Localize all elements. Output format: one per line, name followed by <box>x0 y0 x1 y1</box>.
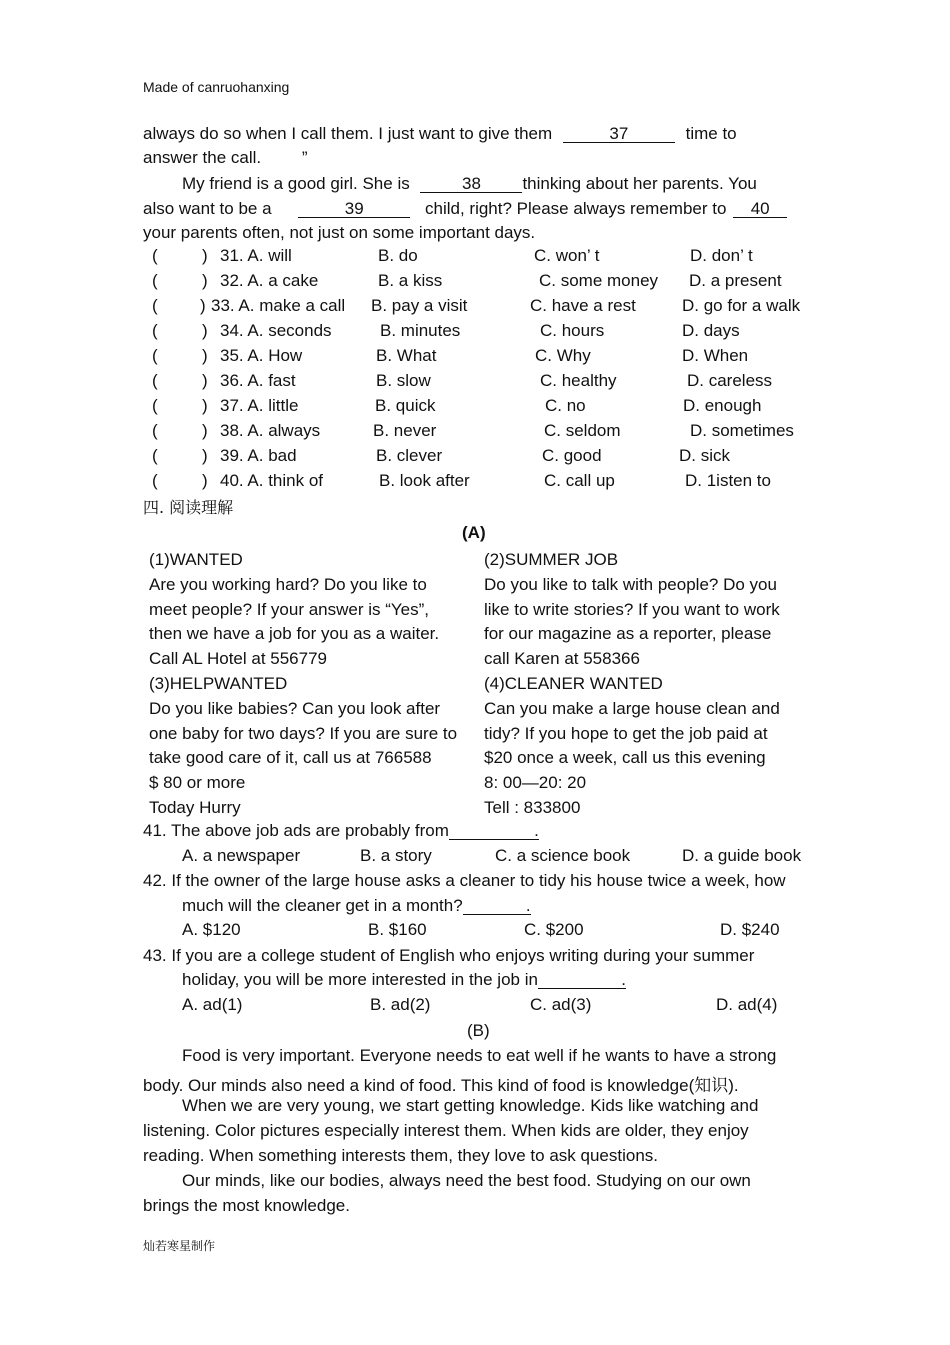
choice-row: ( ) 31. A. will B. do C. won’ t D. don’ t <box>152 246 753 265</box>
q43-option-a: A. ad(1) <box>182 995 243 1014</box>
cloze-line-2: answer the call. ” <box>143 148 308 167</box>
ad-2: (2)SUMMER JOB Do you like to talk with people? Do you like to write stories? If you want to work for our magazine as a reporter, please call Karen at 558366 <box>484 550 780 669</box>
q42-option-c: C. $200 <box>524 920 584 939</box>
ad-1-title: (1)WANTED <box>149 550 243 569</box>
part-b-label: (B) <box>467 1021 490 1040</box>
choice-row: ( ) 36. A. fast B. slow C. healthy D. careless <box>152 371 773 390</box>
ad-3-title: (3)HELPWANTED <box>149 674 288 693</box>
question-42-cont: much will the cleaner get in a month? . <box>182 896 531 915</box>
choice-row: ( ) 38. A. always B. never C. seldom D. sometimes <box>152 421 794 440</box>
passage-b-line: Our minds, like our bodies, always need the best food. Studying on our own <box>182 1171 751 1190</box>
cloze-line-1: always do so when I call them. I just want to give them 37 time to <box>143 124 737 143</box>
q41-option-a: A. a newspaper <box>182 846 301 865</box>
q41-option-b: B. a story <box>360 846 432 865</box>
q41-option-d: D. a guide book <box>682 846 802 865</box>
ad-4: (4)CLEANER WANTED Can you make a large house clean and tidy? If you hope to get the job paid at $20 once a week, call us this evening 8: 00—20: 20 Tell : 833800 <box>484 674 780 817</box>
blank-38: 38 <box>420 175 522 193</box>
cloze-line-4: also want to be a 39 child, right? Please always remember to 40 <box>143 199 787 219</box>
answer-blank-42: . <box>463 897 531 915</box>
choice-row: ( ) 33. A. make a call B. pay a visit C. have a rest D. go for a walk <box>152 296 801 315</box>
page-footer: 灿若寒星制作 <box>143 1239 216 1253</box>
passage-b-line: reading. When something interests them, they love to ask questions. <box>143 1146 658 1165</box>
cloze-line-3: My friend is a good girl. She is 38 thinking about her parents. You <box>182 174 757 193</box>
choice-row: ( ) 34. A. seconds B. minutes C. hours D. days <box>152 321 740 340</box>
ad-2-title: (2)SUMMER JOB <box>484 550 619 569</box>
question-41: 41. The above job ads are probably from . <box>143 821 539 840</box>
choice-row: ( ) 40. A. think of B. look after C. call up D. 1isten to <box>152 471 771 490</box>
passage-b-line: Food is very important. Everyone needs to eat well if he wants to have a strong <box>182 1046 777 1065</box>
choice-row: ( ) 32. A. a cake B. a kiss C. some money D. a present <box>152 271 782 290</box>
q42-option-d: D. $240 <box>720 920 780 939</box>
passage-b-line: listening. Color pictures especially interest them. When kids are older, they enjoy <box>143 1121 749 1140</box>
cloze-line-5: your parents often, not just on some important days. <box>143 223 536 242</box>
passage-b-line: brings the most knowledge. <box>143 1196 350 1215</box>
answer-blank-41: . <box>449 822 539 840</box>
q43-option-d: D. ad(4) <box>716 995 778 1014</box>
question-43-cont: holiday, you will be more interested in the job in . <box>182 970 626 989</box>
choice-row: ( ) 37. A. little B. quick C. no D. enough <box>152 396 762 415</box>
q42-option-b: B. $160 <box>368 920 427 939</box>
choice-row: ( ) 35. A. How B. What C. Why D. When <box>152 346 749 365</box>
passage-b-line: body. Our minds also need a kind of food. This kind of food is knowledge(知识). <box>143 1076 739 1095</box>
blank-40: 40 <box>733 200 787 218</box>
answer-blank-43: . <box>538 971 626 989</box>
ad-4-title: (4)CLEANER WANTED <box>484 674 663 693</box>
passage-b-line: When we are very young, we start getting knowledge. Kids like watching and <box>182 1096 759 1115</box>
part-a-label: (A) <box>462 523 486 542</box>
ad-1: (1)WANTED Are you working hard? Do you like to meet people? If your answer is “Yes”, then we have a job for you as a waiter. Call AL Hotel at 556779 <box>149 550 440 669</box>
q42-option-a: A. $120 <box>182 920 241 939</box>
page-header: Made of canruohanxing <box>143 79 290 95</box>
ad-3: (3)HELPWANTED Do you like babies? Can you look after one baby for two days? If you are sure to take good care of it, call us at 766588 $ 80 or more Today Hurry <box>149 674 458 817</box>
blank-39: 39 <box>298 200 410 218</box>
question-42: 42. If the owner of the large house asks a cleaner to tidy his house twice a week, how <box>143 871 786 890</box>
section-title-reading: 四. 阅读理解 <box>143 498 234 517</box>
q43-option-c: C. ad(3) <box>530 995 592 1014</box>
q41-option-c: C. a science book <box>495 846 631 865</box>
choice-row: ( ) 39. A. bad B. clever C. good D. sick <box>152 446 730 465</box>
blank-37: 37 <box>563 125 675 143</box>
question-43: 43. If you are a college student of English who enjoys writing during your summer <box>143 946 755 965</box>
q43-option-b: B. ad(2) <box>370 995 431 1014</box>
